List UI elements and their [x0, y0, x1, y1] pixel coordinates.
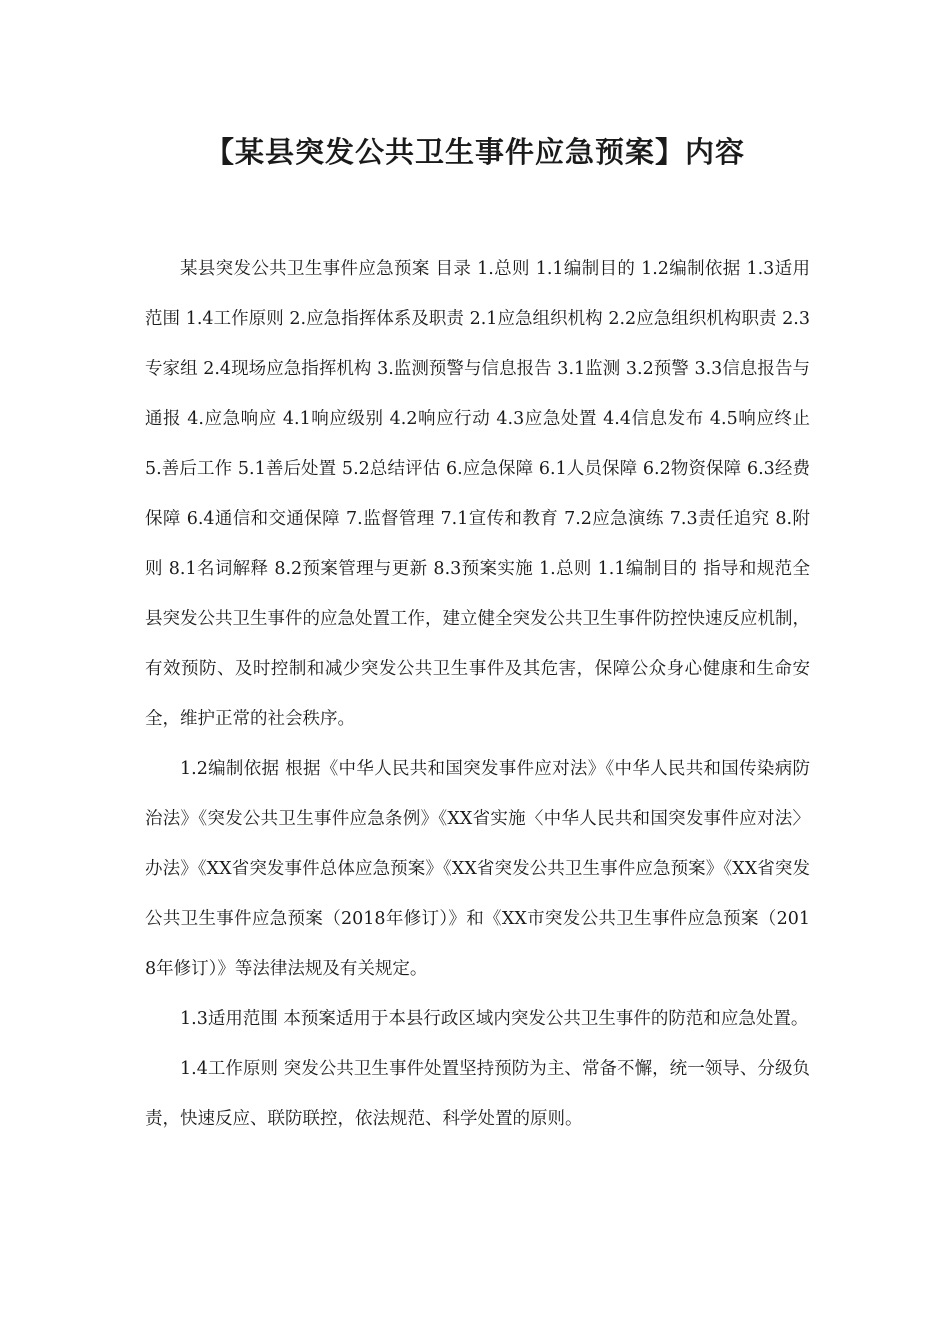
paragraph-scope: 1.3适用范围 本预案适用于本县行政区域内突发公共卫生事件的防范和应急处置。	[180, 1009, 809, 1029]
document-body	[145, 244, 810, 1144]
paragraph-principles: 1.4工作原则 突发公共卫生事件处置坚持预防为主、常备不懈，统一领导、分级负责，快速反应、联防联控，依法规范、科学处置的原则。	[145, 1059, 810, 1129]
paragraph-basis: 1.2编制依据 根据《中华人民共和国突发事件应对法》《中华人民共和国传染病防治法》《突发公共卫生事件应急条例》《XX省实施〈中华人民共和国突发事件应对法〉办法》《XX省突发事件总体应急预案》《XX省突发公共卫生事件应急预案》《XX省突发公共卫生事件应急预案（2018年修订）》和《XX市突发公共卫生事件应急预案（2018年修订）》等法律法规及有关规定。	[145, 759, 810, 979]
paragraph-contents-and-purpose: 某县突发公共卫生事件应急预案 目录 1.总则 1.1编制目的 1.2编制依据 1.3适用范围 1.4工作原则 2.应急指挥体系及职责 2.1应急组织机构 2.2应急组织机构职责 2.3专家组 2.4现场应急指挥机构 3.监测预警与信息报告 3.1监测 3.2预警 3.3信息报告与通报 4.应急响应 4.1响应级别 4.2响应行动 4.3应急处置 4.4信息发布 4.5响应终止 5.善后工作 5.1善后处置 5.2总结评估 6.应急保障 6.1人员保障 6.2物资保障 6.3经费保障 6.4通信和交通保障 7.监督管理 7.1宣传和教育 7.2应急演练 7.3责任追究 8.附则 8.1名词解释 8.2预案管理与更新 8.3预案实施 1.总则 1.1编制目的 指导和规范全县突发公共卫生事件的应急处置工作，建立健全突发公共卫生事件防控快速反应机制，有效预防、及时控制和减少突发公共卫生事件及其危害，保障公众身心健康和生命安全，维护正常的社会秩序。	[145, 259, 810, 729]
document-title: 【某县突发公共卫生事件应急预案】内容	[204, 135, 745, 169]
